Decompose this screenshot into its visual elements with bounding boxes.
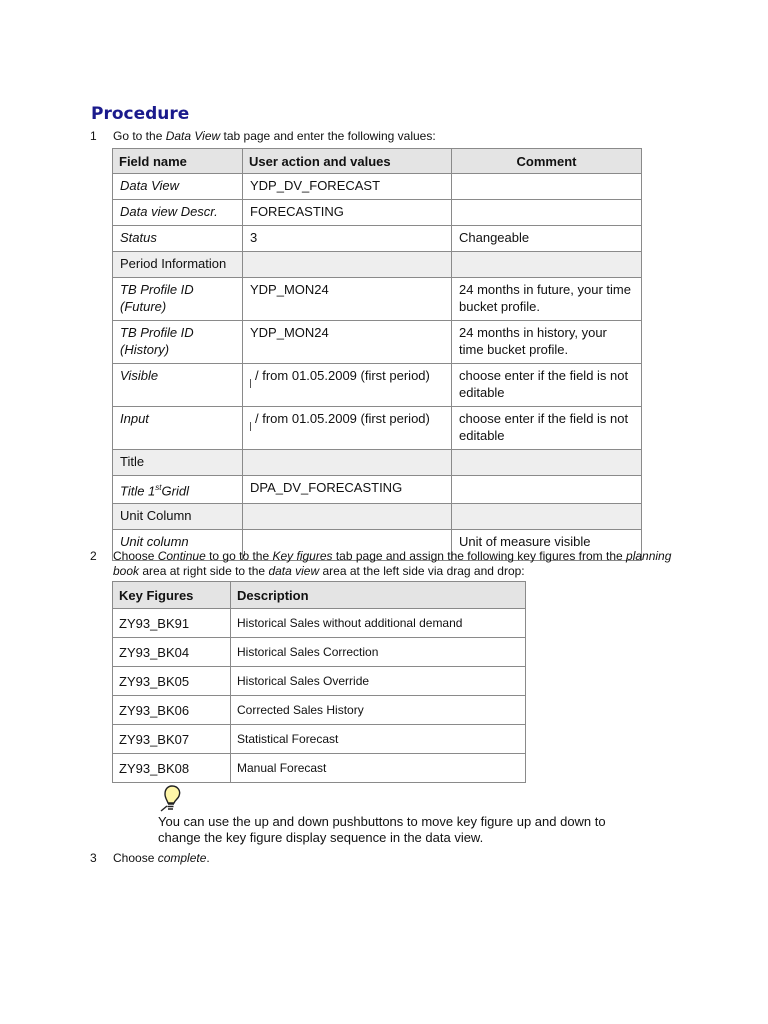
value-cell: YDP_DV_FORECAST bbox=[243, 174, 452, 200]
key-figures-table bbox=[112, 581, 526, 783]
description-cell: Historical Sales Correction bbox=[231, 638, 526, 667]
comment-cell: choose enter if the field is not editable bbox=[452, 407, 642, 450]
column-header: Comment bbox=[452, 149, 642, 174]
field-name-cell: Data View bbox=[113, 174, 243, 200]
table-row bbox=[113, 609, 526, 638]
table-row bbox=[113, 407, 642, 450]
field-name-cell: TB Profile ID (Future) bbox=[113, 278, 243, 321]
key-figure-cell: ZY93_BK06 bbox=[113, 696, 231, 725]
field-name-cell: Unit Column bbox=[113, 504, 243, 530]
step-number: 1 bbox=[90, 129, 97, 143]
table-row bbox=[113, 321, 642, 364]
comment-cell: Unit of measure visible bbox=[452, 530, 642, 561]
column-header: Field name bbox=[113, 149, 243, 174]
table-row bbox=[113, 696, 526, 725]
comment-cell bbox=[452, 504, 642, 530]
tip-text: You can use the up and down pushbuttons to move key figure up and down to change the key figure display sequence in the data view. bbox=[158, 814, 606, 845]
value-cell: 3 bbox=[243, 226, 452, 252]
checkbox-mark bbox=[250, 422, 251, 431]
field-name-cell: Status bbox=[113, 226, 243, 252]
table-row bbox=[113, 174, 642, 200]
comment-cell bbox=[452, 252, 642, 278]
table-row bbox=[113, 725, 526, 754]
comment-cell bbox=[452, 450, 642, 476]
table-row bbox=[113, 504, 642, 530]
lightbulb-icon bbox=[157, 784, 183, 812]
table-row bbox=[113, 638, 526, 667]
key-figure-cell: ZY93_BK05 bbox=[113, 667, 231, 696]
value-cell: / from 01.05.2009 (first period) bbox=[243, 407, 452, 450]
comment-cell: Changeable bbox=[452, 226, 642, 252]
comment-cell bbox=[452, 174, 642, 200]
value-cell: FORECASTING bbox=[243, 200, 452, 226]
step-number: 2 bbox=[90, 549, 97, 563]
value-cell: / from 01.05.2009 (first period) bbox=[243, 364, 452, 407]
description-cell: Statistical Forecast bbox=[231, 725, 526, 754]
checkbox-mark bbox=[250, 379, 251, 388]
description-cell: Manual Forecast bbox=[231, 754, 526, 783]
table-row bbox=[113, 252, 642, 278]
table-row bbox=[113, 450, 642, 476]
table-row bbox=[113, 667, 526, 696]
field-name-cell: Unit column bbox=[113, 530, 243, 561]
table-row bbox=[113, 476, 642, 504]
key-figure-cell: ZY93_BK04 bbox=[113, 638, 231, 667]
value-cell: DPA_DV_FORECASTING bbox=[243, 476, 452, 504]
field-name-cell: Period Information bbox=[113, 252, 243, 278]
value-cell bbox=[243, 450, 452, 476]
field-name-cell: Visible bbox=[113, 364, 243, 407]
table-row bbox=[113, 200, 642, 226]
comment-cell: choose enter if the field is not editable bbox=[452, 364, 642, 407]
table-header-row bbox=[113, 582, 526, 609]
column-header: Description bbox=[231, 582, 526, 609]
table-header-row bbox=[113, 149, 642, 174]
table-row bbox=[113, 754, 526, 783]
table-row bbox=[113, 226, 642, 252]
comment-cell bbox=[452, 476, 642, 504]
table-row bbox=[113, 278, 642, 321]
data-view-table bbox=[112, 148, 642, 561]
field-name-cell: Data view Descr. bbox=[113, 200, 243, 226]
description-cell: Historical Sales without additional demand bbox=[231, 609, 526, 638]
value-cell bbox=[243, 504, 452, 530]
key-figure-cell: ZY93_BK07 bbox=[113, 725, 231, 754]
value-cell: YDP_MON24 bbox=[243, 321, 452, 364]
table-row bbox=[113, 364, 642, 407]
field-name-cell: Title 1stGridl bbox=[113, 476, 243, 504]
value-cell: YDP_MON24 bbox=[243, 278, 452, 321]
key-figure-cell: ZY93_BK08 bbox=[113, 754, 231, 783]
field-name-cell: TB Profile ID (History) bbox=[113, 321, 243, 364]
comment-cell: 24 months in history, your time bucket profile. bbox=[452, 321, 642, 364]
procedure-heading: Procedure bbox=[91, 104, 190, 124]
step-number: 3 bbox=[90, 851, 97, 865]
key-figure-cell: ZY93_BK91 bbox=[113, 609, 231, 638]
description-cell: Historical Sales Override bbox=[231, 667, 526, 696]
step-text: Choose complete. bbox=[113, 851, 210, 865]
comment-cell: 24 months in future, your time bucket profile. bbox=[452, 278, 642, 321]
step-text: Choose Continue to go to the Key figures tab page and assign the following key figures from the planning book area at right side to the data view area at the left side via drag and drop: bbox=[113, 549, 672, 578]
description-cell: Corrected Sales History bbox=[231, 696, 526, 725]
value-cell bbox=[243, 252, 452, 278]
column-header: User action and values bbox=[243, 149, 452, 174]
field-name-cell: Input bbox=[113, 407, 243, 450]
step-text: Go to the Data View tab page and enter the following values: bbox=[113, 129, 436, 143]
field-name-cell: Title bbox=[113, 450, 243, 476]
comment-cell bbox=[452, 200, 642, 226]
column-header: Key Figures bbox=[113, 582, 231, 609]
